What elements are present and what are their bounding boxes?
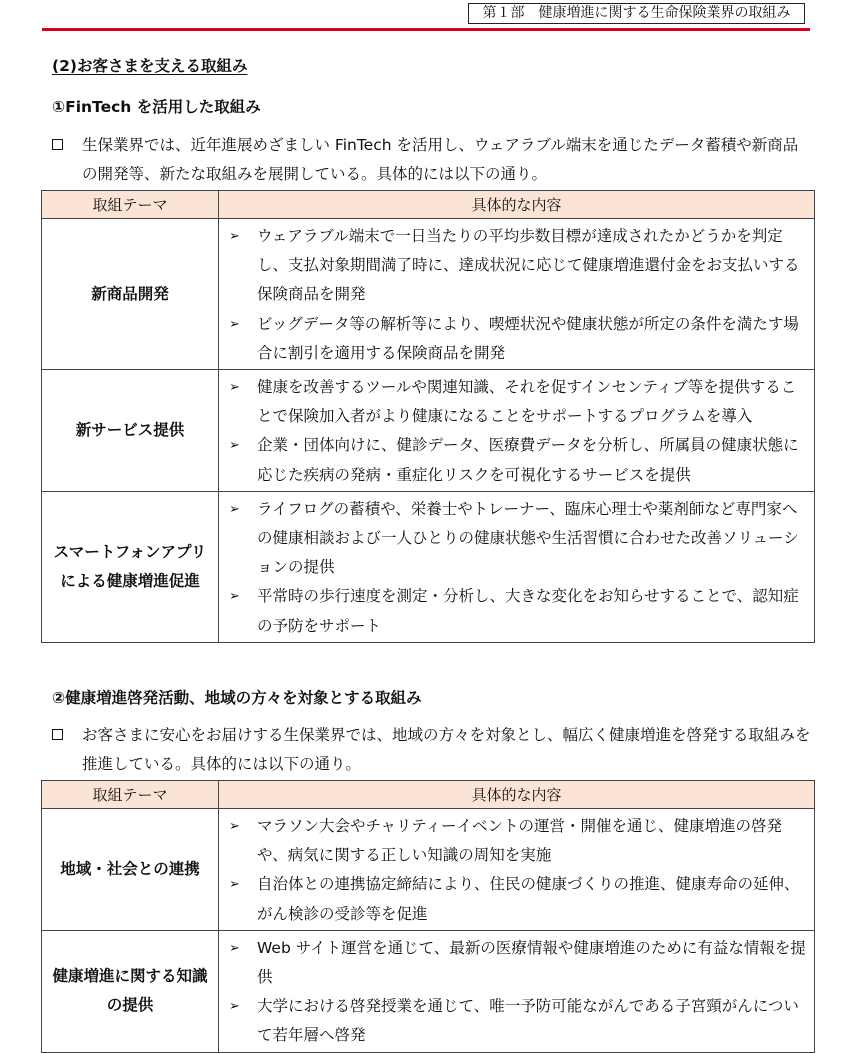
column-header-theme: 取組テーマ xyxy=(42,781,219,809)
row-theme: 健康増進に関する知識の提供 xyxy=(42,930,219,1052)
table-header-row xyxy=(42,191,815,219)
community-table xyxy=(41,780,815,1053)
chapter-header-label: 第１部 健康増進に関する生命保険業界の取組み xyxy=(468,3,805,24)
item-text: Web サイト運営を通じて、最新の医療情報や健康増進のために有益な情報を提供 xyxy=(257,938,806,987)
row-theme: 新商品開発 xyxy=(42,219,219,370)
item-text: 大学における啓発授業を通じて、唯一予防可能ながんである子宮頸がんについて若年層へ啓発 xyxy=(257,997,799,1045)
list-item xyxy=(229,431,810,489)
arrow-bullet-icon: ➢ xyxy=(229,229,240,244)
table-row xyxy=(42,930,815,1052)
list-item xyxy=(229,495,810,583)
item-text: 平常時の歩行速度を測定・分析し、大きな変化をお知らせすることで、認知症の予防をサポート xyxy=(257,587,799,635)
list-item xyxy=(229,310,810,368)
item-text: ライフログの蓄積や、栄養士やトレーナー、臨床心理士や薬剤師など専門家への健康相談および一人ひとりの健康状態や生活習慣に合わせた改善ソリューションの提供 xyxy=(257,499,799,577)
community-heading: ②健康増進啓発活動、地域の方々を対象とする取組み xyxy=(52,689,422,707)
list-item xyxy=(229,222,810,310)
row-content xyxy=(219,809,815,931)
row-theme: スマートフォンアプリによる健康増進促進 xyxy=(42,491,219,642)
checkbox-bullet-icon xyxy=(52,139,63,150)
header-rule xyxy=(42,28,810,31)
list-item xyxy=(229,373,810,431)
arrow-bullet-icon: ➢ xyxy=(229,940,240,956)
community-intro xyxy=(52,721,812,779)
column-header-theme: 取組テーマ xyxy=(42,191,219,219)
row-content xyxy=(219,491,815,642)
table-row xyxy=(42,370,815,492)
fintech-heading: ①FinTech を活用した取組み xyxy=(52,98,261,116)
item-text: マラソン大会やチャリティーイベントの運営・開催を通じ、健康増進の啓発や、病気に関する正しい知識の周知を実施 xyxy=(257,817,782,865)
fintech-intro xyxy=(52,131,812,189)
fintech-table xyxy=(41,190,815,643)
item-text: 健康を改善するツールや関連知識、それを促すインセンティブ等を提供することで保険加入者がより健康になることをサポートするプログラムを導入 xyxy=(257,378,797,426)
list-item xyxy=(229,812,810,870)
table-row xyxy=(42,491,815,642)
arrow-bullet-icon: ➢ xyxy=(229,589,240,605)
section-heading: (2)お客さまを支える取組み xyxy=(52,57,248,75)
checkbox-bullet-icon xyxy=(52,729,63,740)
row-content xyxy=(219,370,815,492)
arrow-bullet-icon: ➢ xyxy=(229,999,240,1015)
item-text: ビッグデータ等の解析等により、喫煙状況や健康状態が所定の条件を満たす場合に割引を適用する保険商品を開発 xyxy=(257,314,799,362)
arrow-bullet-icon: ➢ xyxy=(229,877,240,893)
row-theme: 新サービス提供 xyxy=(42,370,219,492)
row-content xyxy=(219,930,815,1052)
arrow-bullet-icon: ➢ xyxy=(229,316,240,332)
table-header-row xyxy=(42,781,815,809)
list-item xyxy=(229,992,810,1050)
row-theme: 地域・社会との連携 xyxy=(42,809,219,931)
arrow-bullet-icon: ➢ xyxy=(229,438,240,454)
list-item xyxy=(229,870,810,928)
community-intro-text: お客さまに安心をお届けする生保業界では、地域の方々を対象とし、幅広く健康増進を啓発する取組みを推進している。具体的には以下の通り。 xyxy=(82,726,811,773)
item-text: ウェアラブル端末で一日当たりの平均歩数目標が達成されたかどうかを判定し、支払対象期間満了時に、達成状況に応じて健康増進還付金をお支払いする保険商品を開発 xyxy=(257,227,800,304)
arrow-bullet-icon: ➢ xyxy=(229,501,240,517)
table-row xyxy=(42,219,815,370)
row-content xyxy=(219,219,815,370)
table-row xyxy=(42,809,815,931)
item-text: 自治体との連携協定締結により、住民の健康づくりの推進、健康寿命の延伸、がん検診の受診等を促進 xyxy=(257,875,800,923)
arrow-bullet-icon: ➢ xyxy=(229,380,240,396)
column-header-content: 具体的な内容 xyxy=(219,781,815,809)
item-text: 企業・団体向けに、健診データ、医療費データを分析し、所属員の健康状態に応じた疾病の発病・重症化リスクを可視化するサービスを提供 xyxy=(257,436,799,484)
arrow-bullet-icon: ➢ xyxy=(229,819,240,834)
fintech-intro-text: 生保業界では、近年進展めざましい FinTech を活用し、ウェアラブル端末を通じたデータ蓄積や新商品の開発等、新たな取組みを展開している。具体的には以下の通り。 xyxy=(82,136,799,183)
column-header-content: 具体的な内容 xyxy=(219,191,815,219)
list-item xyxy=(229,934,810,992)
list-item xyxy=(229,582,810,640)
